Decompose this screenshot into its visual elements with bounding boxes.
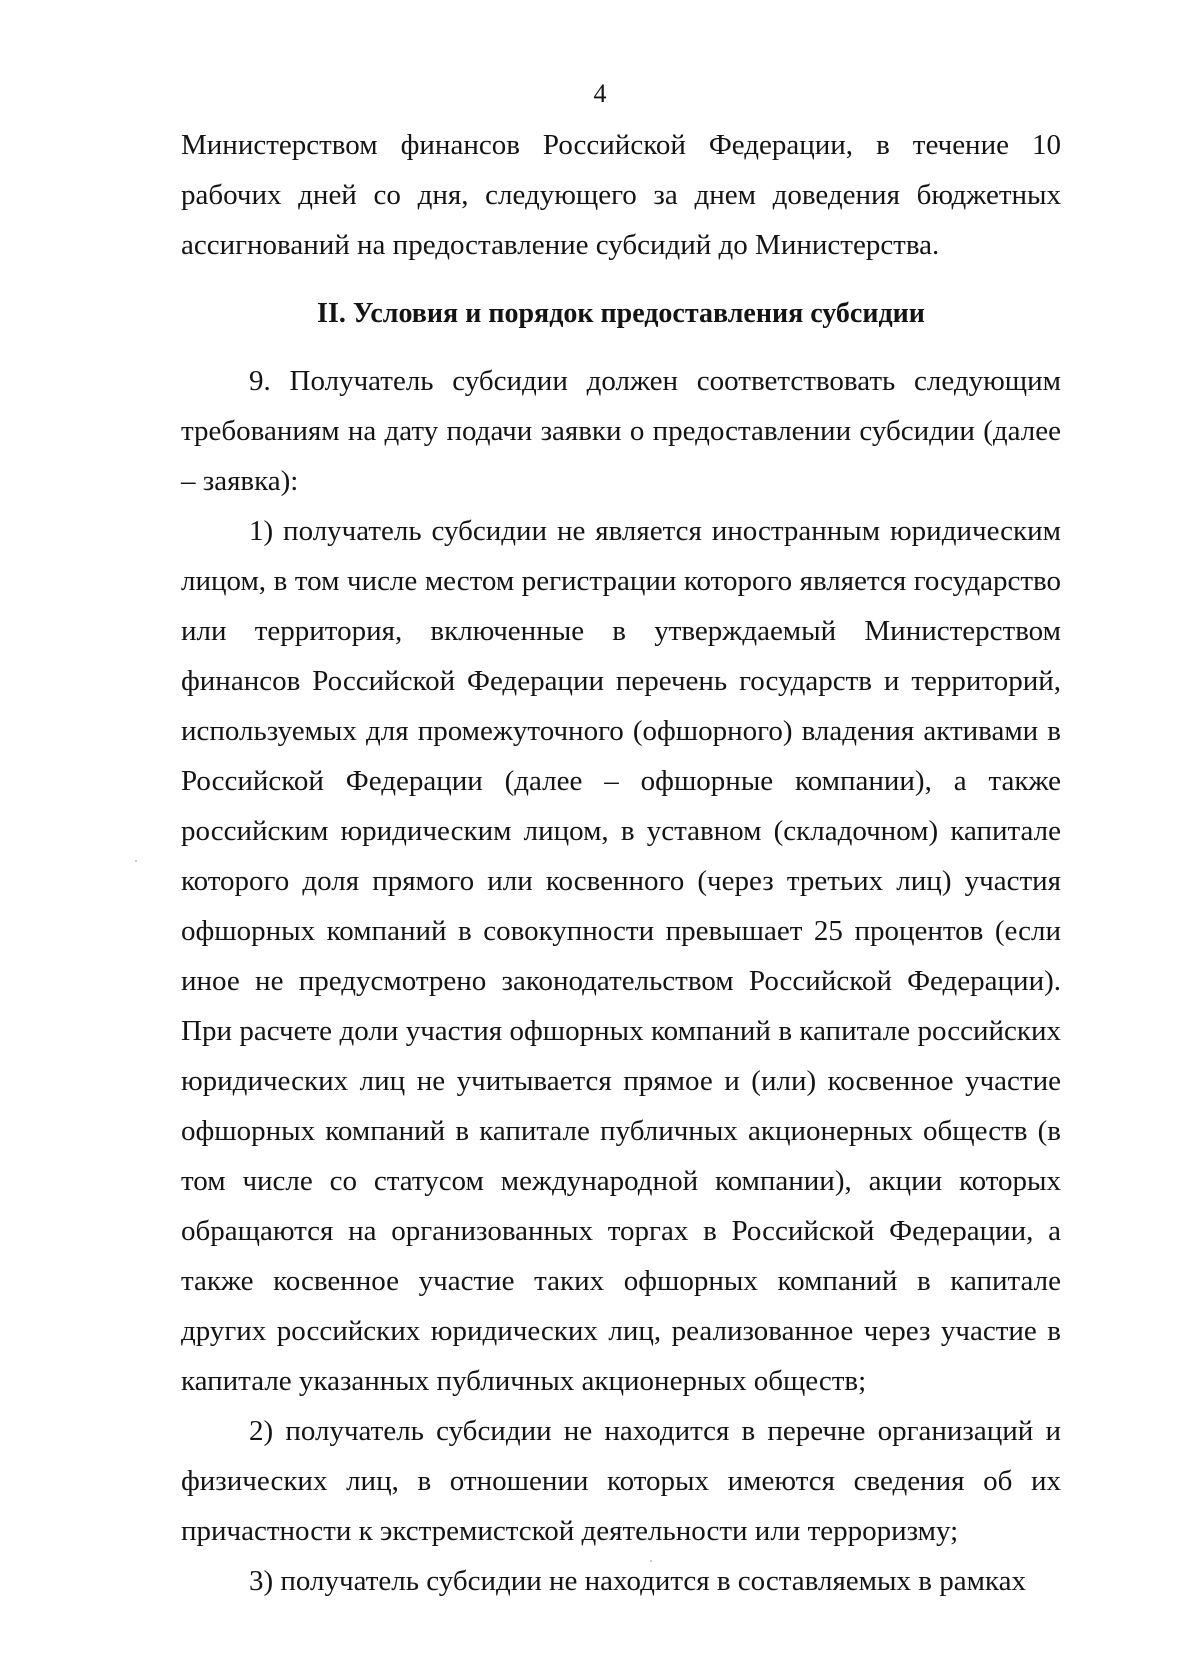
document-body bbox=[181, 120, 1061, 1606]
paragraph-subitem-2: 2) получатель субсидии не находится в перечне организаций и физических лиц, в отношении которых имеются сведения об их причастности к экстремистской деятельности или терроризму; bbox=[181, 1415, 1061, 1547]
scan-speck bbox=[135, 860, 137, 862]
paragraph-subitem-1: 1) получатель субсидии не является иностранным юридическим лицом, в том числе местом регистрации которого является государство или территория, включенные в утверждаемый Министерством финансов Российской Федерации перечень государств и территорий, используемых для промежуточного (офшорного) владения активами в Российской Федерации (далее – офшорные компании), а также российским юридическим лицом, в уставном (складочном) капитале которого доля прямого или косвенного (через третьих лиц) участия офшорных компаний в совокупности превышает 25 процентов (если иное не предусмотрено законодательством Российской Федерации). При расчете доли участия офшорных компаний в капитале российских юридических лиц не учитывается прямое и (или) косвенное участие офшорных компаний в капитале публичных акционерных обществ (в том числе со статусом международной компании), акции которых обращаются на организованных торгах в Российской Федерации, а также косвенное участие таких офшорных компаний в капитале других российских юридических лиц, реализованное через участие в капитале указанных публичных акционерных обществ; bbox=[181, 515, 1061, 1397]
section-heading: II. Условия и порядок предоставления субсидии bbox=[317, 298, 925, 329]
page-number: 4 bbox=[593, 79, 607, 108]
paragraph-item-9: 9. Получатель субсидии должен соответствовать следующим требованиям на дату подачи заявки о предоставлении субсидии (далее – заявка): bbox=[181, 365, 1061, 497]
continuation-paragraph: Министерством финансов Российской Федерации, в течение 10 рабочих дней со дня, следующего за днем доведения бюджетных ассигнований на предоставление субсидий до Министерства. bbox=[181, 129, 1061, 261]
paragraph-subitem-3: 3) получатель субсидии не находится в составляемых в рамках bbox=[249, 1565, 1026, 1597]
scan-speck bbox=[650, 1560, 652, 1562]
